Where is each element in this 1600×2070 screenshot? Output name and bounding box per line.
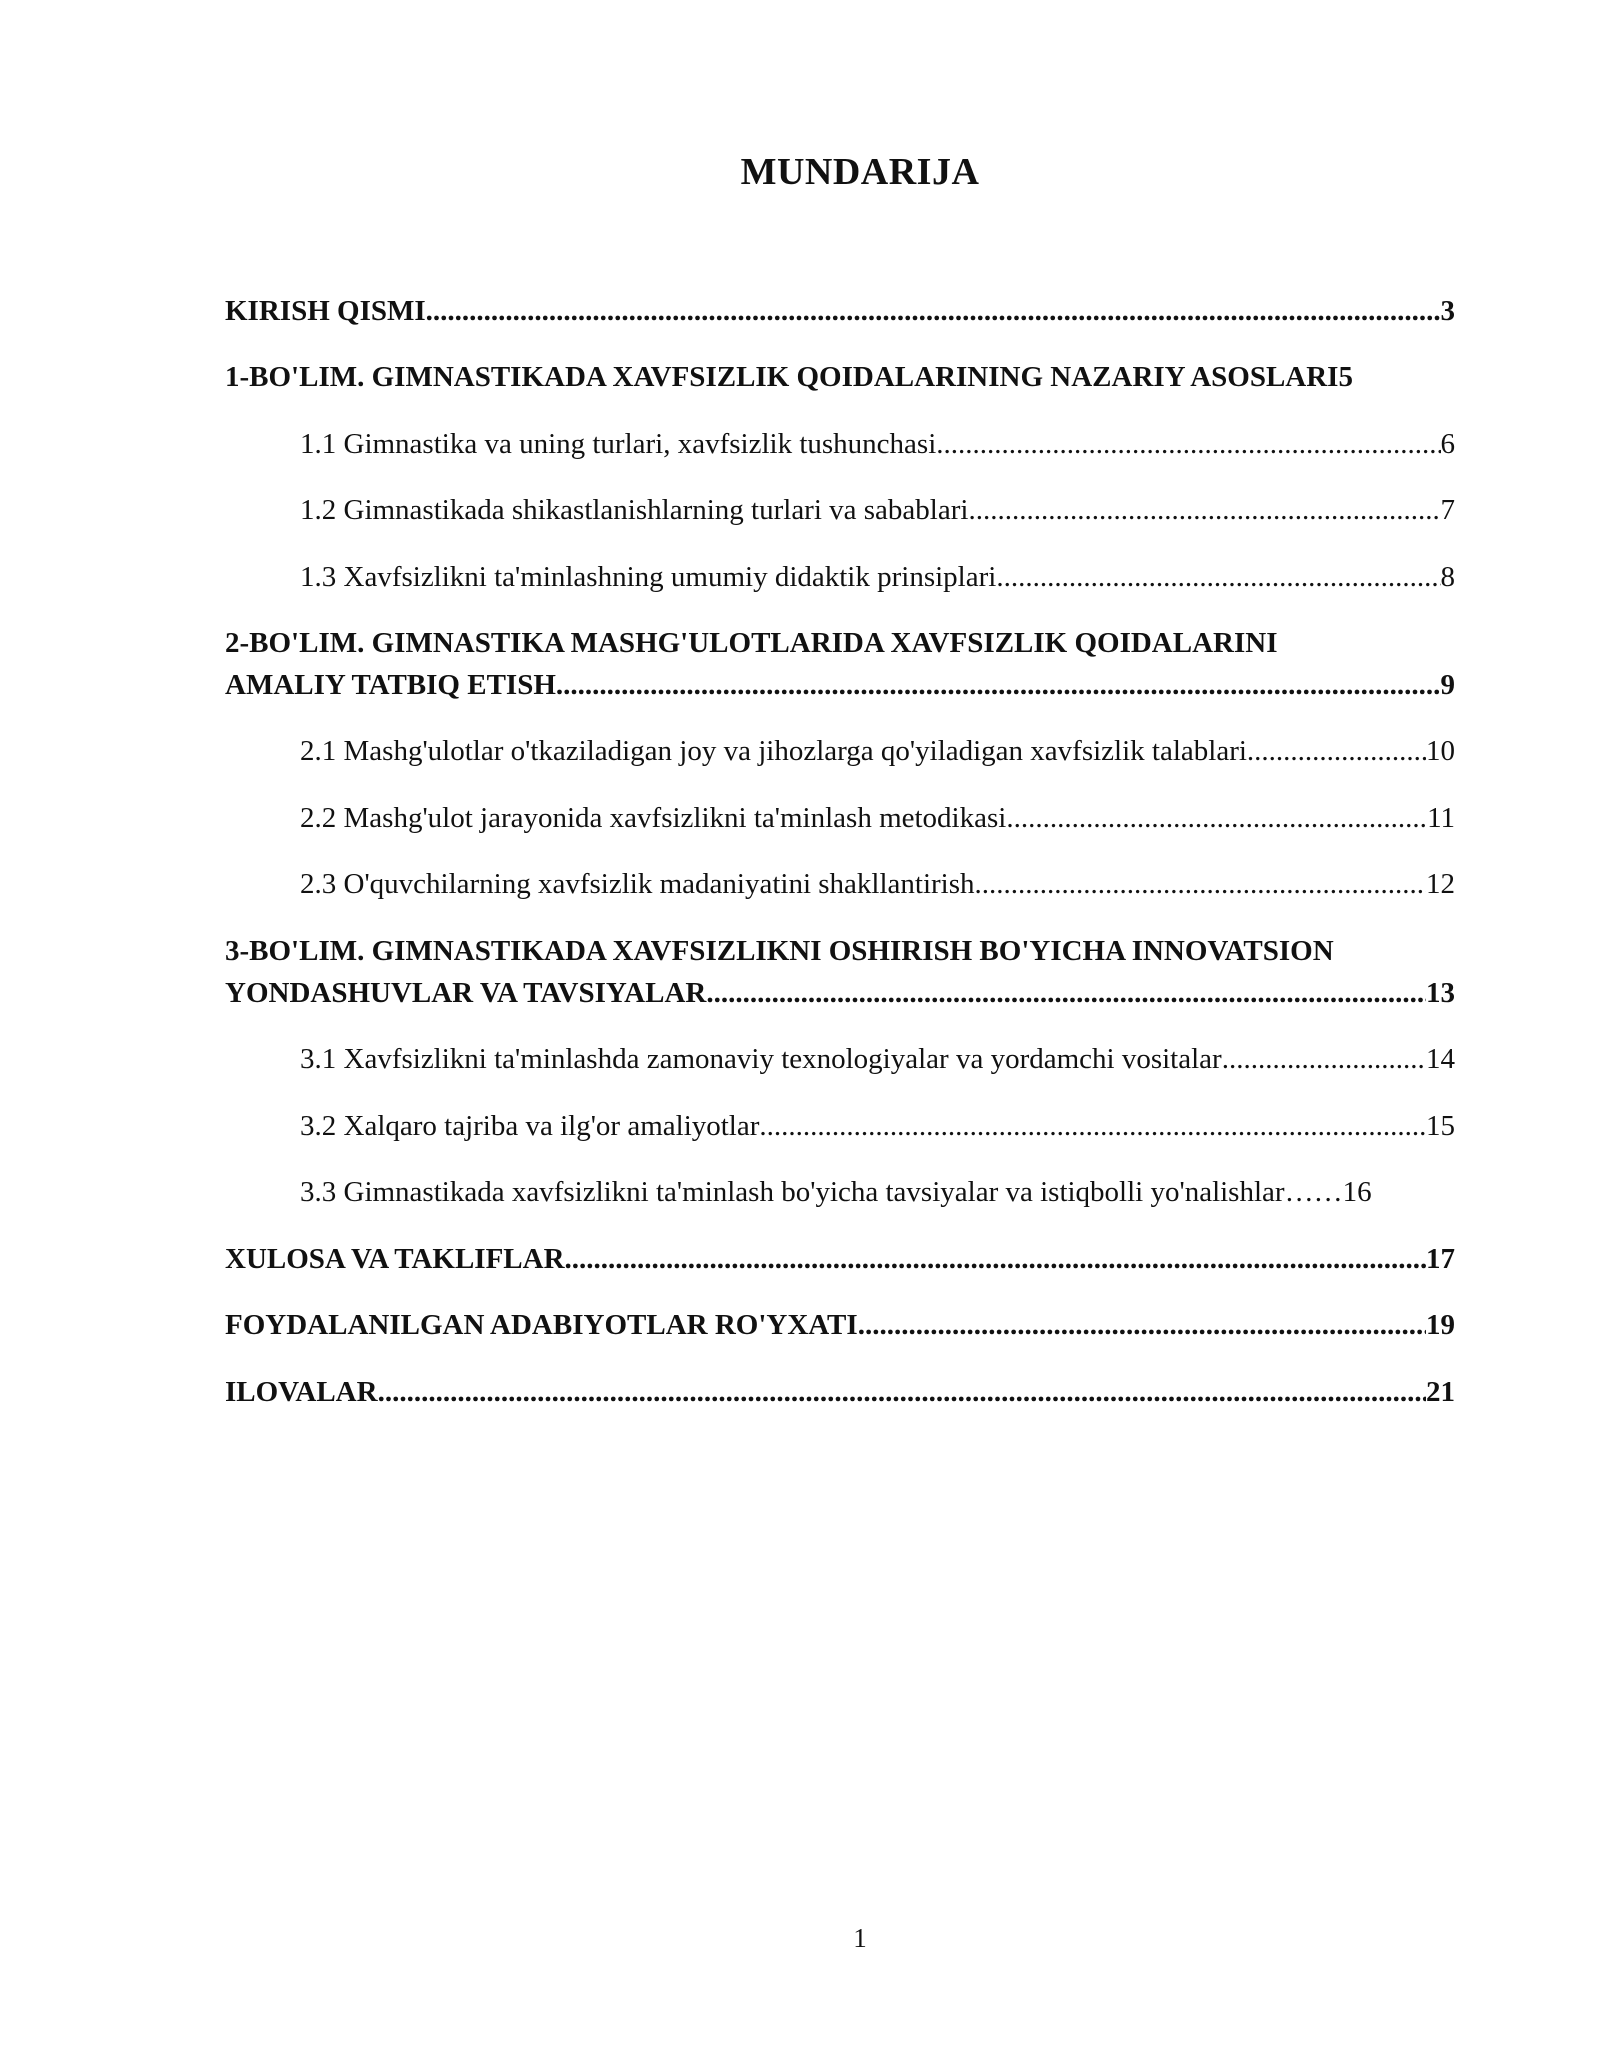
toc-entry-3-3[interactable] bbox=[300, 1171, 1455, 1213]
toc-entry-label: 1-BO'LIM. GIMNASTIKADA XAVFSIZLIK QOIDALARINING NAZARIY ASOSLARI bbox=[225, 361, 1339, 393]
dot-leader bbox=[426, 290, 1441, 332]
dot-leader bbox=[968, 489, 1440, 531]
toc-entry-label: KIRISH QISMI bbox=[225, 295, 426, 327]
dot-leader bbox=[1222, 1038, 1426, 1080]
toc-entry-xulosa[interactable] bbox=[225, 1238, 1455, 1280]
dot-leader bbox=[759, 1105, 1426, 1147]
toc-page-number: 15 bbox=[1426, 1110, 1455, 1142]
toc-page-number: 17 bbox=[1426, 1243, 1455, 1275]
toc-entry-adabiyotlar[interactable] bbox=[225, 1304, 1455, 1346]
toc-entry-1-1[interactable] bbox=[300, 423, 1455, 465]
toc-entry-kirish[interactable] bbox=[225, 290, 1455, 332]
toc-page-number: 10 bbox=[1426, 735, 1455, 767]
toc-entry-label: FOYDALANILGAN ADABIYOTLAR RO'YXATI bbox=[225, 1309, 858, 1341]
dot-leader bbox=[556, 664, 1441, 706]
dot-leader bbox=[1247, 730, 1426, 772]
toc-entry-1-3[interactable] bbox=[300, 556, 1455, 598]
page-title: MUNDARIJA bbox=[740, 151, 980, 193]
dot-leader bbox=[565, 1238, 1426, 1280]
toc-page-number: 6 bbox=[1440, 428, 1455, 460]
toc-page-number: 11 bbox=[1427, 802, 1455, 834]
toc-page-number: 3 bbox=[1440, 295, 1455, 327]
ellipsis-leader: …… bbox=[1284, 1176, 1343, 1208]
toc-entry-label-line1: 3-BO'LIM. GIMNASTIKADA XAVFSIZLIKNI OSHIRISH BO'YICHA INNOVATSION bbox=[225, 935, 1334, 967]
toc-page-number: 7 bbox=[1440, 494, 1455, 526]
toc-page-number: 5 bbox=[1338, 361, 1353, 393]
toc-page-number: 21 bbox=[1426, 1376, 1455, 1408]
dot-leader bbox=[706, 972, 1426, 1014]
toc-entry-label: 2.1 Mashg'ulotlar o'tkaziladigan joy va jihozlarga qo'yiladigan xavfsizlik talablari bbox=[300, 735, 1247, 767]
toc-entry-label: XULOSA VA TAKLIFLAR bbox=[225, 1243, 565, 1275]
toc-entry-3-2[interactable] bbox=[300, 1105, 1455, 1147]
toc-entry-section-1[interactable] bbox=[225, 356, 1455, 398]
dot-leader bbox=[1006, 797, 1427, 839]
toc-entry-ilovalar[interactable] bbox=[225, 1371, 1455, 1413]
toc-entry-label: 1.2 Gimnastikada shikastlanishlarning turlari va sabablari bbox=[300, 494, 969, 526]
toc-entry-label: 1.1 Gimnastika va uning turlari, xavfsizlik tushunchasi bbox=[300, 428, 937, 460]
toc-entry-label: 3.1 Xavfsizlikni ta'minlashda zamonaviy texnologiyalar va yordamchi vositalar bbox=[300, 1043, 1222, 1075]
page-number: 1 bbox=[853, 1923, 867, 1953]
toc-entry-label-line1: 2-BO'LIM. GIMNASTIKA MASHG'ULOTLARIDA XAVFSIZLIK QOIDALARINI bbox=[225, 627, 1278, 659]
toc-entry-2-1[interactable] bbox=[300, 730, 1455, 772]
toc-entry-label: 1.3 Xavfsizlikni ta'minlashning umumiy didaktik prinsiplari bbox=[300, 561, 997, 593]
toc-page-number: 16 bbox=[1342, 1176, 1372, 1208]
dot-leader bbox=[975, 863, 1426, 905]
toc-entry-1-2[interactable] bbox=[300, 489, 1455, 531]
dot-leader bbox=[378, 1371, 1426, 1413]
toc-page-number: 8 bbox=[1440, 561, 1455, 593]
dot-leader bbox=[996, 556, 1440, 598]
toc-entry-label: 3.3 Gimnastikada xavfsizlikni ta'minlash bo'yicha tavsiyalar va istiqbolli yo'nalishlar bbox=[300, 1176, 1285, 1208]
toc-entry-2-2[interactable] bbox=[300, 797, 1455, 839]
toc-entry-label: YONDASHUVLAR VA TAVSIYALAR bbox=[225, 977, 707, 1009]
toc-page-number: 19 bbox=[1426, 1309, 1455, 1341]
toc-entry-label: AMALIY TATBIQ ETISH bbox=[225, 669, 556, 701]
toc-page-number: 13 bbox=[1426, 977, 1455, 1009]
toc-entry-2-3[interactable] bbox=[300, 863, 1455, 905]
toc-entry-label: 3.2 Xalqaro tajriba va ilg'or amaliyotlar bbox=[300, 1110, 760, 1142]
toc-entry-3-1[interactable] bbox=[300, 1038, 1455, 1080]
toc-page-number: 12 bbox=[1426, 868, 1455, 900]
toc-entry-label: 2.3 O'quvchilarning xavfsizlik madaniyatini shakllantirish bbox=[300, 868, 975, 900]
toc-entry-section-3[interactable] bbox=[225, 930, 1455, 1014]
dot-leader bbox=[936, 423, 1440, 465]
toc-entry-label: ILOVALAR bbox=[225, 1376, 378, 1408]
toc-entry-label: 2.2 Mashg'ulot jarayonida xavfsizlikni ta'minlash metodikasi bbox=[300, 802, 1007, 834]
dot-leader bbox=[858, 1304, 1426, 1346]
toc-entry-section-2[interactable] bbox=[225, 622, 1455, 706]
toc-page-number: 9 bbox=[1440, 669, 1455, 701]
toc-page-number: 14 bbox=[1426, 1043, 1455, 1075]
